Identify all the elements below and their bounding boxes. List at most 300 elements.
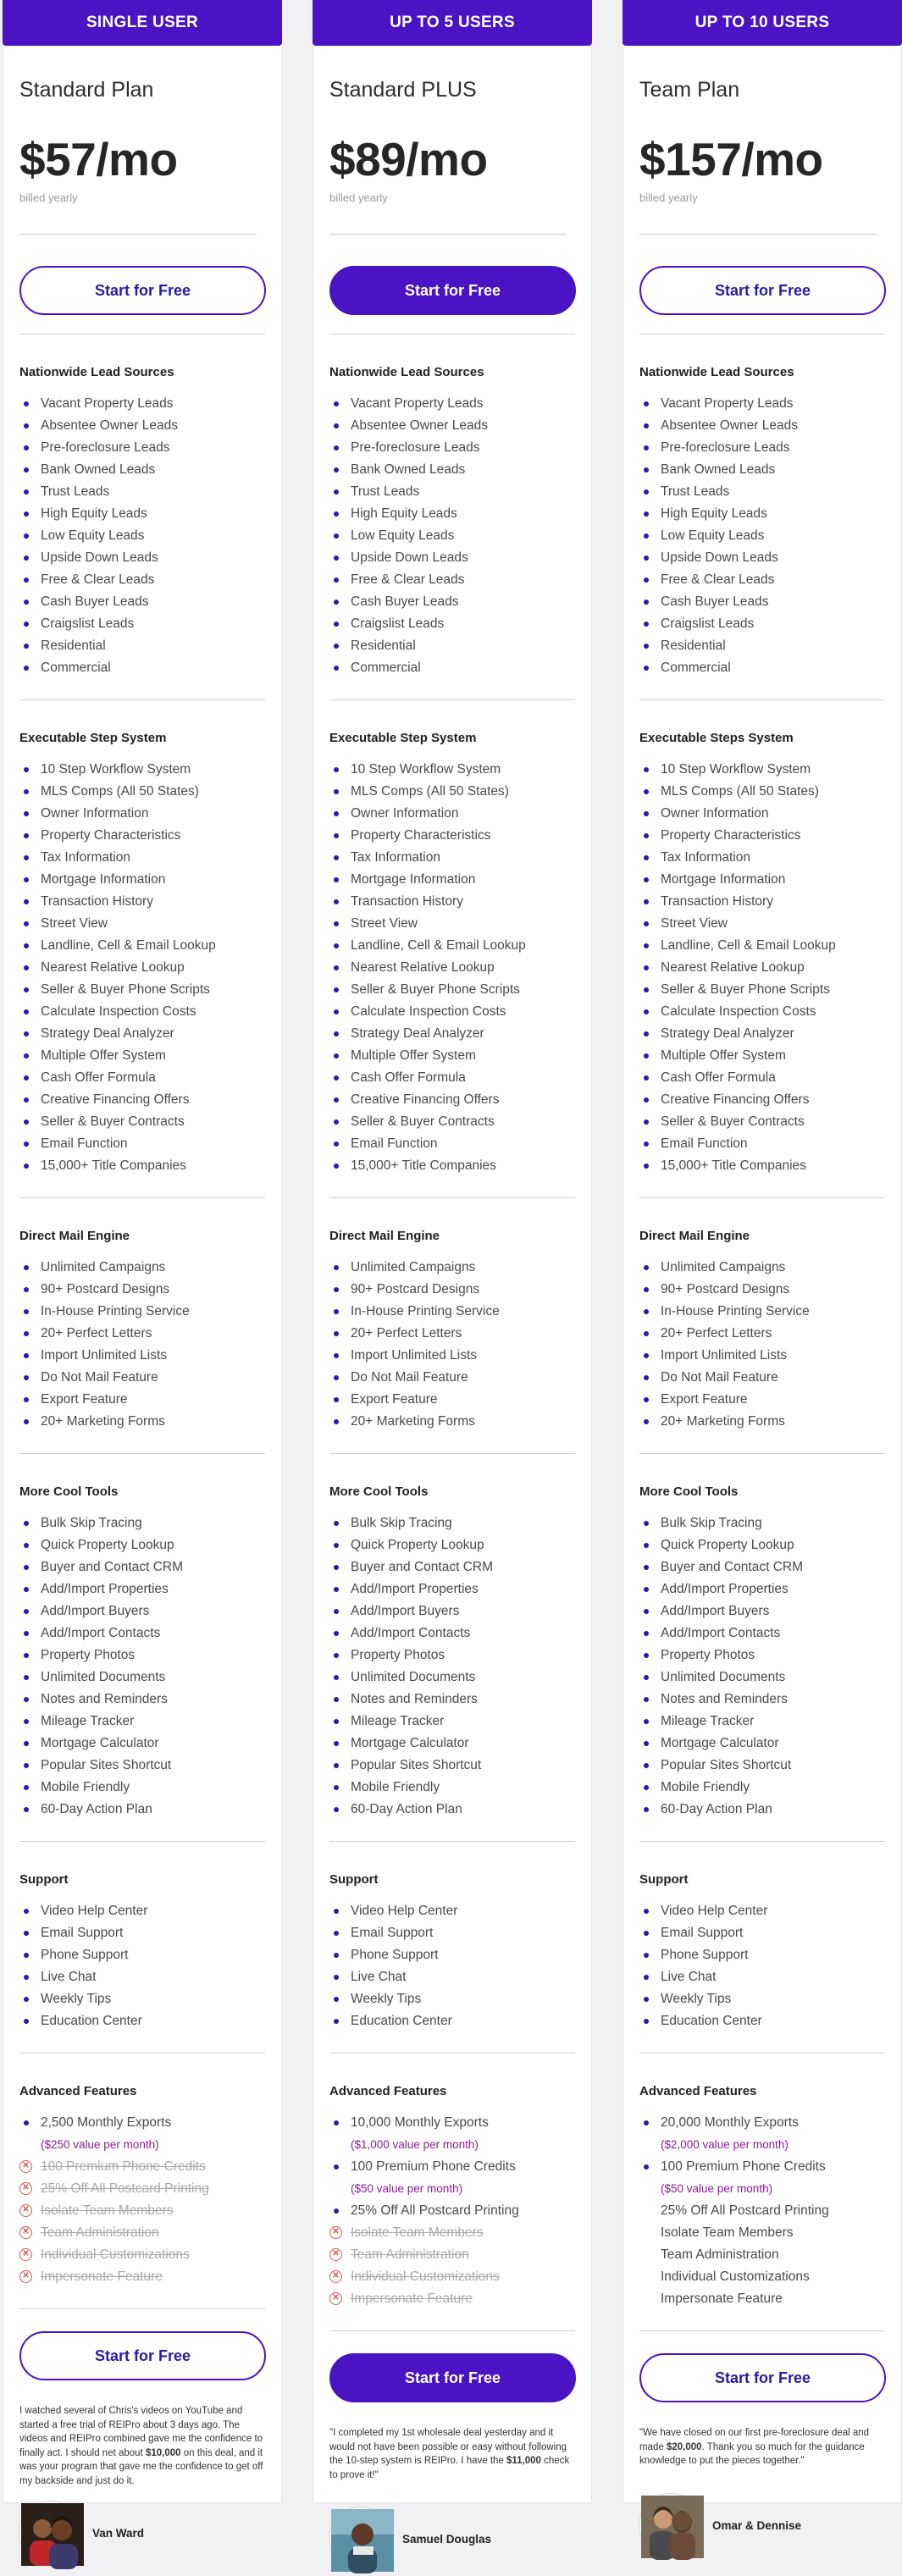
feature-item: Property Photos: [329, 1646, 575, 1668]
feature-item: Free & Clear Leads: [19, 571, 265, 593]
testimonial-quote: I watched several of Chris's videos on YouTube and started a free trial of REIPro about 3 days ago. The videos and REIPro combined gave me the confidence to finally act. I should net about $10,000 on this deal, and it was your program that gave me the confidence to get off my backside and just do it.: [19, 2406, 263, 2486]
feature-item: Mobile Friendly: [19, 1778, 265, 1800]
bullet-icon: [644, 1807, 649, 1812]
section-heading-nationwide-lead-sources: Nationwide Lead Sources: [639, 365, 794, 379]
bullet-icon: [334, 811, 339, 816]
feature-list: [329, 1902, 575, 2034]
divider: [19, 2053, 265, 2054]
feature-item: Email Function: [19, 1135, 265, 1157]
bullet-icon: [644, 1543, 649, 1548]
feature-item: Email Function: [639, 1135, 885, 1157]
bullet-icon: [644, 1719, 649, 1724]
bullet-icon: [334, 1031, 339, 1036]
feature-item: Creative Financing Offers: [19, 1091, 265, 1113]
feature-list: [639, 1902, 885, 2034]
feature-item: Add/Import Buyers: [639, 1602, 885, 1624]
bullet-icon: [644, 1397, 649, 1402]
divider: [639, 699, 885, 700]
feature-item: 100 Premium Phone Credits: [329, 2158, 575, 2180]
divider: [19, 2308, 265, 2309]
bullet-icon: [24, 1097, 29, 1103]
section-heading-more-cool-tools: More Cool Tools: [19, 1484, 119, 1499]
feature-item: Craigslist Leads: [639, 615, 885, 637]
feature-item: 20+ Perfect Letters: [639, 1324, 885, 1346]
bullet-icon: [24, 622, 29, 627]
bullet-icon: [644, 600, 649, 605]
bullet-icon: [644, 1053, 649, 1059]
feature-item: Quick Property Lookup: [329, 1536, 575, 1558]
bullet-icon: [334, 401, 339, 406]
section-heading-executable-step-system: Executable Step System: [19, 731, 167, 745]
feature-item: Unlimited Campaigns: [329, 1258, 575, 1280]
bullet-icon: [644, 1653, 649, 1658]
section-heading-direct-mail-engine: Direct Mail Engine: [329, 1229, 440, 1243]
feature-item: Mileage Tracker: [329, 1712, 575, 1734]
feature-item: High Equity Leads: [329, 505, 575, 527]
bullet-icon: [334, 767, 339, 772]
bullet-icon: [24, 401, 29, 406]
bullet-icon: [24, 2120, 29, 2125]
feature-item: Do Not Mail Feature: [19, 1368, 265, 1390]
feature-item: Absentee Owner Leads: [639, 417, 885, 439]
bullet-icon: [24, 1675, 29, 1680]
bullet-icon: [334, 1931, 339, 1936]
bullet-icon: [334, 1653, 339, 1658]
feature-item: 10 Step Workflow System: [19, 760, 265, 782]
bullet-icon: [334, 445, 339, 451]
bullet-icon: [24, 1741, 29, 1746]
plan-price: $157/mo: [639, 133, 823, 185]
feature-item: Seller & Buyer Phone Scripts: [639, 981, 885, 1003]
x-circle-icon: ✕: [19, 2204, 32, 2217]
bullet-icon: [334, 943, 339, 948]
bullet-icon: [334, 1609, 339, 1614]
bullet-icon: [24, 921, 29, 926]
bullet-icon: [644, 2120, 649, 2125]
divider: [19, 1197, 265, 1198]
feature-item: Owner Information: [329, 804, 575, 826]
feature-item: Notes and Reminders: [19, 1690, 265, 1712]
feature-list: [639, 760, 885, 1179]
bullet-icon: [644, 1675, 649, 1680]
bullet-icon: [644, 1031, 649, 1036]
feature-item: Creative Financing Offers: [329, 1091, 575, 1113]
x-circle-icon: ✕: [19, 2270, 32, 2283]
feature-item: Nearest Relative Lookup: [639, 959, 885, 981]
feature-item: Cash Buyer Leads: [639, 593, 885, 615]
bullet-icon: [644, 1785, 649, 1790]
bullet-icon: [334, 600, 339, 605]
bullet-icon: [24, 1397, 29, 1402]
bullet-icon: [644, 489, 649, 495]
section-heading-support: Support: [19, 1872, 69, 1887]
plan-banner: UP TO 5 USERS: [313, 0, 592, 46]
feature-item: Add/Import Buyers: [19, 1602, 265, 1624]
feature-value-note: ($50 value per month): [351, 2182, 463, 2195]
feature-item: Email Support: [19, 1924, 265, 1946]
feature-item: Low Equity Leads: [329, 527, 575, 549]
bullet-icon: [334, 2019, 339, 2024]
bullet-icon: [334, 2208, 339, 2214]
feature-item: Commercial: [329, 659, 575, 681]
feature-item: Add/Import Contacts: [639, 1624, 885, 1646]
bullet-icon: [644, 1975, 649, 1980]
feature-item: 20+ Marketing Forms: [639, 1412, 885, 1434]
bullet-icon: [24, 1653, 29, 1658]
bullet-icon: [24, 789, 29, 794]
feature-item: Mileage Tracker: [639, 1712, 885, 1734]
bullet-icon: [334, 1009, 339, 1014]
feature-item: Seller & Buyer Contracts: [19, 1113, 265, 1135]
feature-item: Low Equity Leads: [19, 527, 265, 549]
feature-item: 20,000 Monthly Exports: [639, 2114, 885, 2136]
bullet-icon: [334, 1309, 339, 1314]
feature-item: Mortgage Information: [639, 871, 885, 893]
bullet-icon: [24, 2019, 29, 2024]
testimonial-quote: "We have closed on our first pre-foreclosure deal and made $20,000. Thank you so much for the guidance knowledge to put the pieces together.": [639, 2428, 870, 2466]
bullet-icon: [24, 445, 29, 451]
section-heading-direct-mail-engine: Direct Mail Engine: [639, 1229, 750, 1243]
feature-item: Creative Financing Offers: [639, 1091, 885, 1113]
bullet-icon: [24, 1031, 29, 1036]
bullet-icon: [644, 833, 649, 838]
bullet-icon: [24, 767, 29, 772]
plan-banner: UP TO 10 USERS: [623, 0, 902, 46]
bullet-icon: [644, 423, 649, 428]
feature-item-unavailable: ✕ Individual Customizations: [19, 2246, 265, 2268]
x-circle-icon: ✕: [329, 2248, 342, 2261]
bullet-icon: [24, 467, 29, 473]
feature-item: Export Feature: [639, 1390, 885, 1412]
bullet-icon: [644, 1119, 649, 1125]
feature-item: Unlimited Documents: [329, 1668, 575, 1690]
testimonial-author: [19, 2501, 265, 2564]
bullet-icon: [24, 1785, 29, 1790]
bullet-icon: [644, 1763, 649, 1768]
feature-item: Street View: [19, 915, 265, 937]
bullet-icon: [334, 1953, 339, 1958]
bullet-icon: [334, 1097, 339, 1103]
bullet-icon: [644, 1309, 649, 1314]
feature-item-unavailable: ✕ Isolate Team Members: [329, 2224, 575, 2246]
feature-item: 100 Premium Phone Credits: [639, 2158, 885, 2180]
bullet-icon: [24, 533, 29, 539]
x-circle-icon: ✕: [19, 2226, 32, 2239]
bullet-icon: [334, 965, 339, 970]
feature-item: Property Photos: [19, 1646, 265, 1668]
feature-item: Craigslist Leads: [19, 615, 265, 637]
feature-item: 25% Off All Postcard Printing: [661, 2203, 829, 2218]
bullet-icon: [644, 644, 649, 649]
feature-item: Tax Information: [639, 849, 885, 871]
feature-item: Cash Buyer Leads: [329, 593, 575, 615]
feature-list: [19, 760, 265, 1179]
feature-item: Property Characteristics: [19, 826, 265, 849]
bullet-icon: [334, 1397, 339, 1402]
feature-item: Bank Owned Leads: [639, 461, 885, 483]
bullet-icon: [24, 833, 29, 838]
feature-list: [639, 395, 885, 681]
bullet-icon: [24, 1309, 29, 1314]
feature-item: Unlimited Documents: [639, 1668, 885, 1690]
feature-item: 90+ Postcard Designs: [639, 1280, 885, 1302]
feature-item: Transaction History: [19, 893, 265, 915]
feature-item: Strategy Deal Analyzer: [329, 1025, 575, 1047]
feature-item: Mortgage Information: [19, 871, 265, 893]
bullet-icon: [24, 943, 29, 948]
bullet-icon: [644, 556, 649, 561]
feature-item: Import Unlimited Lists: [639, 1346, 885, 1368]
section-heading-advanced-features: Advanced Features: [329, 2084, 447, 2098]
feature-item: Trust Leads: [639, 483, 885, 505]
feature-list: [329, 1258, 575, 1434]
bullet-icon: [24, 1375, 29, 1380]
bullet-icon: [334, 578, 339, 583]
bullet-icon: [334, 1053, 339, 1059]
feature-item: Free & Clear Leads: [329, 571, 575, 593]
start-for-free-button[interactable]: Start for Free: [19, 266, 266, 315]
bullet-icon: [644, 578, 649, 583]
divider: [329, 234, 567, 235]
bullet-icon: [24, 877, 29, 882]
bullet-icon: [334, 1375, 339, 1380]
feature-sections: [329, 334, 575, 2312]
bullet-icon: [644, 1287, 649, 1292]
feature-item: Street View: [329, 915, 575, 937]
bullet-icon: [644, 1609, 649, 1614]
bullet-icon: [644, 1931, 649, 1936]
feature-item-unavailable: ✕ 25% Off All Postcard Printing: [19, 2180, 265, 2202]
bullet-icon: [644, 1697, 649, 1702]
feature-item: Export Feature: [329, 1390, 575, 1412]
avatar: [19, 2501, 82, 2564]
feature-item: 25% Off All Postcard Printing: [329, 2202, 575, 2224]
feature-item: Pre-foreclosure Leads: [639, 439, 885, 461]
feature-item: Calculate Inspection Costs: [19, 1003, 265, 1025]
feature-item: Video Help Center: [19, 1902, 265, 1924]
feature-list: [19, 1514, 265, 1822]
bullet-icon: [644, 1565, 649, 1570]
feature-item: Live Chat: [639, 1968, 885, 1990]
bullet-icon: [24, 1997, 29, 2002]
bullet-icon: [24, 1975, 29, 1980]
bullet-icon: [334, 855, 339, 860]
bullet-icon: [644, 767, 649, 772]
x-circle-icon: ✕: [329, 2292, 342, 2305]
feature-item: 90+ Postcard Designs: [19, 1280, 265, 1302]
bullet-icon: [24, 1565, 29, 1570]
bullet-icon: [644, 1953, 649, 1958]
feature-item: Weekly Tips: [639, 1990, 885, 2012]
bullet-icon: [334, 1997, 339, 2002]
feature-item: Phone Support: [19, 1946, 265, 1968]
bullet-icon: [644, 1741, 649, 1746]
bullet-icon: [644, 1631, 649, 1636]
feature-item: Education Center: [639, 2012, 885, 2034]
feature-item: Upside Down Leads: [639, 549, 885, 571]
bullet-icon: [24, 1697, 29, 1702]
feature-item: Add/Import Contacts: [19, 1624, 265, 1646]
feature-item: Popular Sites Shortcut: [639, 1756, 885, 1778]
bullet-icon: [334, 877, 339, 882]
section-heading-executable-step-system: Executable Step System: [329, 731, 477, 745]
feature-item: Seller & Buyer Contracts: [639, 1113, 885, 1135]
feature-value-note: ($250 value per month): [41, 2138, 159, 2151]
feature-item: Add/Import Properties: [19, 1580, 265, 1602]
bullet-icon: [24, 1142, 29, 1147]
bullet-icon: [334, 1287, 339, 1292]
start-for-free-button[interactable]: Start for Free: [19, 2331, 266, 2380]
testimonial-name: Van Ward: [92, 2526, 145, 2540]
feature-item: 20+ Perfect Letters: [329, 1324, 575, 1346]
feature-item: Mobile Friendly: [639, 1778, 885, 1800]
divider: [639, 1197, 885, 1198]
divider: [329, 699, 575, 700]
feature-list: [329, 760, 575, 1179]
bullet-icon: [24, 1587, 29, 1592]
feature-item-unavailable: ✕ Team Administration: [19, 2224, 265, 2246]
bullet-icon: [644, 1164, 649, 1169]
plan-name: Standard PLUS: [329, 78, 477, 102]
feature-item: Phone Support: [329, 1946, 575, 1968]
feature-item: Tax Information: [19, 849, 265, 871]
feature-item: Seller & Buyer Contracts: [329, 1113, 575, 1135]
x-circle-icon: ✕: [19, 2160, 32, 2173]
feature-item: Seller & Buyer Phone Scripts: [329, 981, 575, 1003]
feature-item: Do Not Mail Feature: [639, 1368, 885, 1390]
bullet-icon: [334, 644, 339, 649]
bullet-icon: [644, 1521, 649, 1526]
feature-item: Craigslist Leads: [329, 615, 575, 637]
feature-item: 15,000+ Title Companies: [329, 1157, 575, 1179]
bullet-icon: [24, 489, 29, 495]
feature-item: MLS Comps (All 50 States): [329, 782, 575, 804]
divider: [639, 2330, 885, 2331]
feature-item-unavailable: ✕ Team Administration: [329, 2246, 575, 2268]
avatar: [639, 2494, 702, 2557]
feature-item: Education Center: [329, 2012, 575, 2034]
feature-value-note: ($2,000 value per month): [661, 2138, 789, 2151]
divider: [19, 1453, 265, 1454]
bullet-icon: [644, 622, 649, 627]
bullet-icon: [644, 855, 649, 860]
feature-item: Weekly Tips: [329, 1990, 575, 2012]
start-for-free-button[interactable]: Start for Free: [329, 2353, 576, 2402]
x-circle-icon: ✕: [329, 2270, 342, 2283]
feature-item: Landline, Cell & Email Lookup: [19, 937, 265, 959]
feature-item: Strategy Deal Analyzer: [639, 1025, 885, 1047]
feature-item: Buyer and Contact CRM: [19, 1558, 265, 1580]
bullet-icon: [334, 1785, 339, 1790]
bullet-icon: [644, 1331, 649, 1336]
feature-item: Transaction History: [639, 893, 885, 915]
feature-item: 60-Day Action Plan: [639, 1800, 885, 1822]
feature-item: Pre-foreclosure Leads: [19, 439, 265, 461]
bullet-icon: [644, 401, 649, 406]
bullet-icon: [334, 1265, 339, 1270]
feature-item: Upside Down Leads: [19, 549, 265, 571]
feature-item: Import Unlimited Lists: [19, 1346, 265, 1368]
bullet-icon: [644, 1075, 649, 1081]
feature-item: Team Administration: [661, 2247, 779, 2262]
bullet-icon: [644, 511, 649, 517]
x-circle-icon: ✕: [329, 2226, 342, 2239]
bullet-icon: [334, 899, 339, 904]
bullet-icon: [334, 622, 339, 627]
x-circle-icon: ✕: [19, 2248, 32, 2261]
start-for-free-button[interactable]: Start for Free: [329, 266, 576, 315]
bullet-icon: [334, 1909, 339, 1914]
bullet-icon: [334, 1419, 339, 1424]
start-for-free-button[interactable]: Start for Free: [639, 266, 886, 315]
testimonial-name: Omar & Dennise: [712, 2518, 802, 2532]
bullet-icon: [334, 556, 339, 561]
feature-item-unavailable: ✕ Individual Customizations: [329, 2268, 575, 2290]
testimonial-quote: "I completed my 1st wholesale deal yesterday and it would not have been possible or easy without following the 10-step system is REIPro. I have the $11,000 check to prove it!": [329, 2428, 570, 2480]
feature-item: Low Equity Leads: [639, 527, 885, 549]
feature-item: In-House Printing Service: [639, 1302, 885, 1324]
bullet-icon: [334, 1119, 339, 1125]
bullet-icon: [334, 1565, 339, 1570]
feature-item: Vacant Property Leads: [329, 395, 575, 417]
feature-value-note: ($1,000 value per month): [351, 2138, 479, 2151]
feature-item: Property Characteristics: [639, 826, 885, 849]
feature-item: Popular Sites Shortcut: [329, 1756, 575, 1778]
feature-item: Popular Sites Shortcut: [19, 1756, 265, 1778]
bullet-icon: [334, 666, 339, 671]
feature-item: Unlimited Campaigns: [19, 1258, 265, 1280]
bullet-icon: [334, 1763, 339, 1768]
advanced-feature-list: [19, 2114, 265, 2290]
bullet-icon: [334, 1075, 339, 1081]
bullet-icon: [334, 1331, 339, 1336]
bullet-icon: [24, 1009, 29, 1014]
bullet-icon: [644, 1909, 649, 1914]
bullet-icon: [334, 2164, 339, 2170]
section-heading-direct-mail-engine: Direct Mail Engine: [19, 1229, 130, 1243]
feature-item: Nearest Relative Lookup: [19, 959, 265, 981]
bullet-icon: [334, 921, 339, 926]
bullet-icon: [644, 1375, 649, 1380]
bullet-icon: [24, 644, 29, 649]
feature-item: 60-Day Action Plan: [329, 1800, 575, 1822]
divider: [639, 1841, 885, 1842]
feature-item: Commercial: [639, 659, 885, 681]
feature-item-unavailable: ✕ Isolate Team Members: [19, 2202, 265, 2224]
feature-item: Tax Information: [329, 849, 575, 871]
plan-price: $89/mo: [329, 133, 488, 185]
feature-item: Calculate Inspection Costs: [639, 1003, 885, 1025]
feature-item: 20+ Marketing Forms: [19, 1412, 265, 1434]
bullet-icon: [24, 899, 29, 904]
bullet-icon: [644, 1997, 649, 2002]
feature-item: Strategy Deal Analyzer: [19, 1025, 265, 1047]
feature-item: MLS Comps (All 50 States): [19, 782, 265, 804]
feature-item: Email Support: [329, 1924, 575, 1946]
feature-item: Commercial: [19, 659, 265, 681]
bullet-icon: [24, 987, 29, 992]
bullet-icon: [24, 1331, 29, 1336]
bullet-icon: [24, 1119, 29, 1125]
feature-item: Trust Leads: [329, 483, 575, 505]
bullet-icon: [334, 2120, 339, 2125]
feature-item: Multiple Offer System: [19, 1047, 265, 1069]
feature-item: Vacant Property Leads: [639, 395, 885, 417]
bullet-icon: [644, 1009, 649, 1014]
feature-item: Seller & Buyer Phone Scripts: [19, 981, 265, 1003]
section-heading-nationwide-lead-sources: Nationwide Lead Sources: [19, 365, 174, 379]
start-for-free-button[interactable]: Start for Free: [639, 2353, 886, 2402]
